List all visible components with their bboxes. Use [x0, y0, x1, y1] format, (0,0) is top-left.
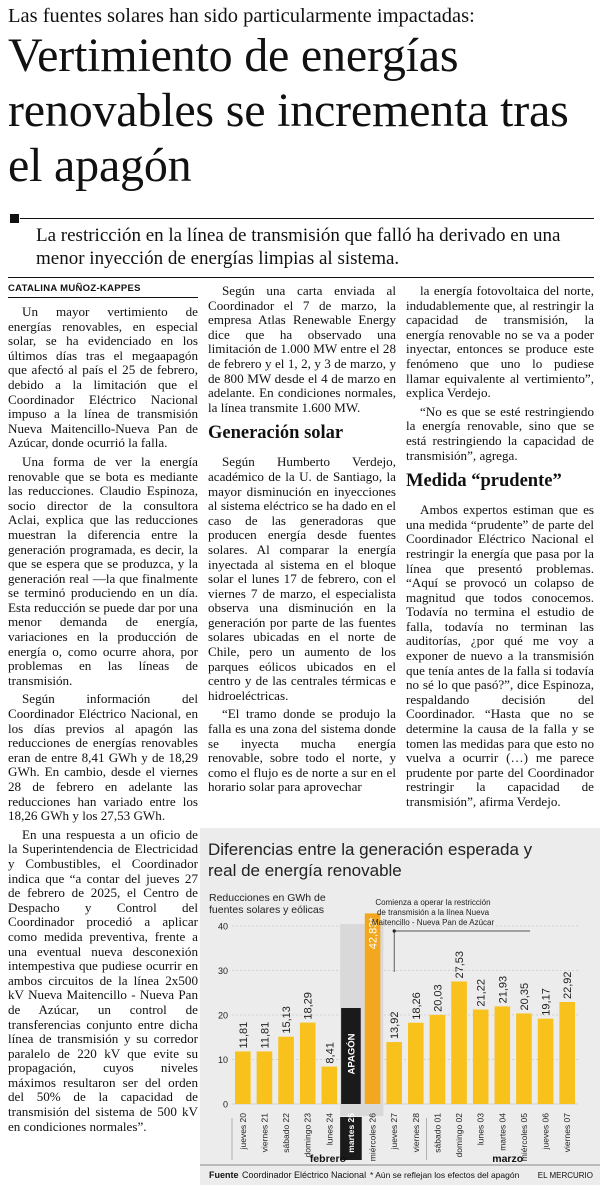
paragraph: Según Humberto Verdejo, académico de la U. de Santiago, la mayor disminución en inyecciones al sistema eléctrico se ha dado en el caso de las generadoras que producen energía desde fuentes solares. Al comparar la energía inyectada al sistema en el bloque solar el lunes 17 de febrero, con el viernes 7 de marzo, el especialista observa una disminución en la generación por parte de las fuentes solares ubicadas en el norte de Chile, pero un aumento de los parques eólicos ubicados en el centro y de las centrales térmicas e hidroeléctricas. [208, 454, 396, 703]
bar-value-label: 27,53 [454, 950, 467, 979]
paragraph: En una respuesta a un oficio de la Superintendencia de Electricidad y Combustibles, el Coordinador indica que “a contar del jueves 27 de febrero de 2025, el Centro de Despacho y Control del Coordinador procedió a aplicar como medida preventiva, frente a una eventual nueva desconexión intempestiva que pudiese ocurrir en ambos circuitos de la línea 2x500 kV Nueva Maitencillo - Nueva Pan de Azúcar, un control de transferencias conjunto entre dicha línea de transmisión y su corredor paralelo de 220 kV que evite su propagación, cuyos niveles máximos resultaron ser del orden del 50% de la capacidad de transmisión del sistema de 500 kV en condiciones normales”. [8, 826, 198, 1134]
chart-ylabel-line-1: Reducciones en GWh de [209, 892, 326, 904]
publisher-credit: EL MERCURIO [537, 1171, 593, 1180]
x-tick-label: miércoles 26 [367, 1113, 378, 1162]
bar-value-label: 18,29 [302, 992, 315, 1020]
chart-title-line-2: real de energía renovable [208, 861, 402, 880]
x-tick-label: sábado 22 [281, 1113, 292, 1153]
paragraph: Un mayor vertimiento de energías renovables, en especial solar, se ha evidenciado en los últimos días tras el megaapagón que afectó al país el 25 de febrero, debido a la limitación que el Coordinador Eléctrico Nacional impuso a la línea de transmisión Nueva Maitencillo-Nueva Pan de Azúcar, donde ocurrió la falla. [8, 304, 198, 451]
x-tick-label: domingo 23 [302, 1113, 313, 1158]
bar [257, 1051, 273, 1104]
x-tick-label: viernes 07 [562, 1113, 573, 1153]
x-tick-label: jueves 20 [237, 1113, 248, 1150]
x-tick-label: martes 04 [497, 1113, 508, 1151]
x-tick-label: lunes 03 [475, 1113, 486, 1146]
paragraph: Una forma de ver la energía renovable que se bota es mediante las reducciones. Claudio Espinoza, socio director de la consultora Aclai, explica que las reducciones muestran la diferencia entre la generación programada, es decir, la que se espera que se produzca, y la generación real —la que finalmente se terminó produciendo en un día. Esta reducción se puede dar por una menor demanda de energía, variaciones en la producción de energía o, como ocurre ahora, por problemas en las líneas de transmisión. [8, 453, 198, 688]
x-tick-label: sábado 01 [432, 1113, 443, 1153]
bar [235, 1051, 251, 1104]
bar-value-label: 21,22 [475, 979, 488, 1007]
source-text: Coordinador Eléctrico Nacional [242, 1170, 367, 1180]
x-tick-label: jueves 27 [389, 1113, 400, 1150]
x-tick-label: jueves 06 [540, 1113, 551, 1150]
bar-value-label: 19,17 [540, 988, 553, 1016]
x-tick-label: domingo 02 [454, 1113, 465, 1158]
x-tick-label: martes 25 [345, 1113, 356, 1153]
byline: CATALINA MUÑOZ-KAPPES [8, 283, 141, 294]
headline-marker [10, 214, 19, 223]
footnote: * Aún se reflejan los efectos del apagón [370, 1170, 520, 1180]
column-3 [406, 284, 594, 814]
headline-rule [20, 218, 594, 219]
bar-value-label: 20,35 [518, 982, 531, 1011]
bar-value-label: 21,93 [497, 975, 510, 1004]
chart-title-line-1: Diferencias entre la generación esperada y [208, 840, 533, 859]
paragraph: Ambos expertos estiman que es una medida “prudente” de parte del Coordinador Eléctrico Nacional el restringir la energía que pasa por la línea que presentó problemas. “Aquí se provocó un colapso de magnitud que todos conocemos. Todavía no termina el estudio de falla, todavía no terminan las auditorías, ¿por qué me voy a exponer de nuevo a la transmisión que tenía antes de la falla si todavía no sé lo que pasó?”, dice Espinoza, respaldando decisión del Coordinador. “Hasta que no se determine la causa de la falla y se tomen las medidas para que esto no vuelva a ocurrir (…) me parece prudente por parte del Coordinador restringir la capacidad de transmisión”, afirma Verdejo. [406, 502, 594, 809]
bar [451, 981, 467, 1104]
x-tick-label: viernes 21 [259, 1113, 270, 1153]
subheadline-rule [8, 277, 594, 278]
bar [430, 1015, 446, 1104]
bar [473, 1010, 489, 1104]
bar [408, 1023, 424, 1104]
month-label-febrero: febrero [309, 1153, 346, 1165]
bar [386, 1042, 402, 1104]
annotation-text: Maitencillo - Nueva Pan de Azúcar [371, 918, 495, 927]
bar-value-label: 18,26 [410, 992, 423, 1020]
x-tick-label: miércoles 05 [518, 1113, 529, 1162]
bar [538, 1019, 554, 1104]
y-tick-label: 40 [217, 921, 228, 932]
bar [300, 1023, 316, 1104]
bar-value-label: 15,13 [281, 1006, 294, 1034]
bar-value-label: 11,81 [259, 1021, 272, 1049]
headline: Vertimiento de energías renovables se incrementa tras el apagón [8, 29, 569, 192]
bar [495, 1006, 511, 1104]
bar [278, 1037, 294, 1104]
y-tick-label: 10 [217, 1055, 228, 1065]
bar [516, 1013, 532, 1104]
bar [322, 1067, 338, 1104]
annotation-text: Comienza a operar la restricción [375, 898, 491, 907]
chart [200, 828, 600, 1185]
bar-value-label: 20,03 [432, 984, 445, 1012]
paragraph: la energía fotovoltaica del norte, indudablemente que, al restringir la capacidad de transmisión, la energía renovable no se va a poder inyectar, entonces se produce este fenómeno que uno lo pudiese llamar equivalente al vertimiento”, explica Verdejo. [406, 283, 594, 401]
bar-value-label: 11,81 [237, 1021, 250, 1049]
section-heading-generacion-solar: Generación solar [208, 423, 344, 444]
paragraph: Según una carta enviada al Coordinador el 7 de marzo, la empresa Atlas Renewable Energy dice que ha observado una limitación de 1.000 MW entre el 28 de febrero y el 1, 2, y 3 de marzo, y de 800 MW desde el 4 de marzo en adelante. En condiciones normales, la línea transmite 1.600 MW. [208, 283, 396, 415]
bar [559, 1002, 575, 1104]
chart-svg [200, 828, 600, 1185]
paragraph: “El tramo donde se produjo la falla es una zona del sistema donde se inyecta mucha energía renovable, sobre todo el norte, y como el flujo es de norte a sur en el horario solar para aprovechar [208, 706, 396, 795]
bar-value-label: 42,83* [367, 917, 380, 950]
byline-rule [8, 297, 198, 298]
paragraph: Según información del Coordinador Eléctrico Nacional, en los días previos al apagón las reducciones de energías renovables eran de entre 8,41 GWh y de 18,29 GWh. En cambio, desde el viernes 28 de febrero en adelante las reducciones han variado entre los 18,26 GWh y los 27,53 GWh. [8, 691, 198, 824]
paragraph: “No es que se esté restringiendo la energía renovable, sino que se está restringiendo la capacidad de transmisión”, agrega. [406, 403, 594, 463]
kicker: Las fuentes solares han sido particularmente impactadas: [8, 5, 475, 27]
section-heading-medida-prudente: Medida “prudente” [406, 471, 562, 492]
column-2 [208, 284, 396, 799]
month-label-marzo: marzo [492, 1153, 524, 1165]
source-label: Fuente [209, 1170, 239, 1180]
blackout-label: APAGÓN [346, 1033, 358, 1075]
bar-value-label: 22,92 [562, 971, 575, 1000]
x-tick-label: lunes 24 [324, 1113, 335, 1146]
bar-value-label: 8,41 [324, 1042, 337, 1064]
y-tick-label: 0 [222, 1099, 228, 1110]
chart-ylabel-line-2: fuentes solares y eólicas [209, 904, 324, 916]
x-tick-label: viernes 28 [410, 1113, 421, 1153]
column-1 [8, 305, 198, 1138]
y-tick-label: 20 [217, 1010, 228, 1021]
annotation-dot [393, 929, 396, 932]
subheadline: La restricción en la línea de transmisión que falló ha derivado en una menor inyección de energías limpias al sistema. [36, 225, 561, 269]
y-tick-label: 30 [217, 966, 228, 976]
bar-value-label: 13,92 [389, 1011, 402, 1040]
annotation-text: de transmisión a la línea Nueva [376, 908, 490, 917]
